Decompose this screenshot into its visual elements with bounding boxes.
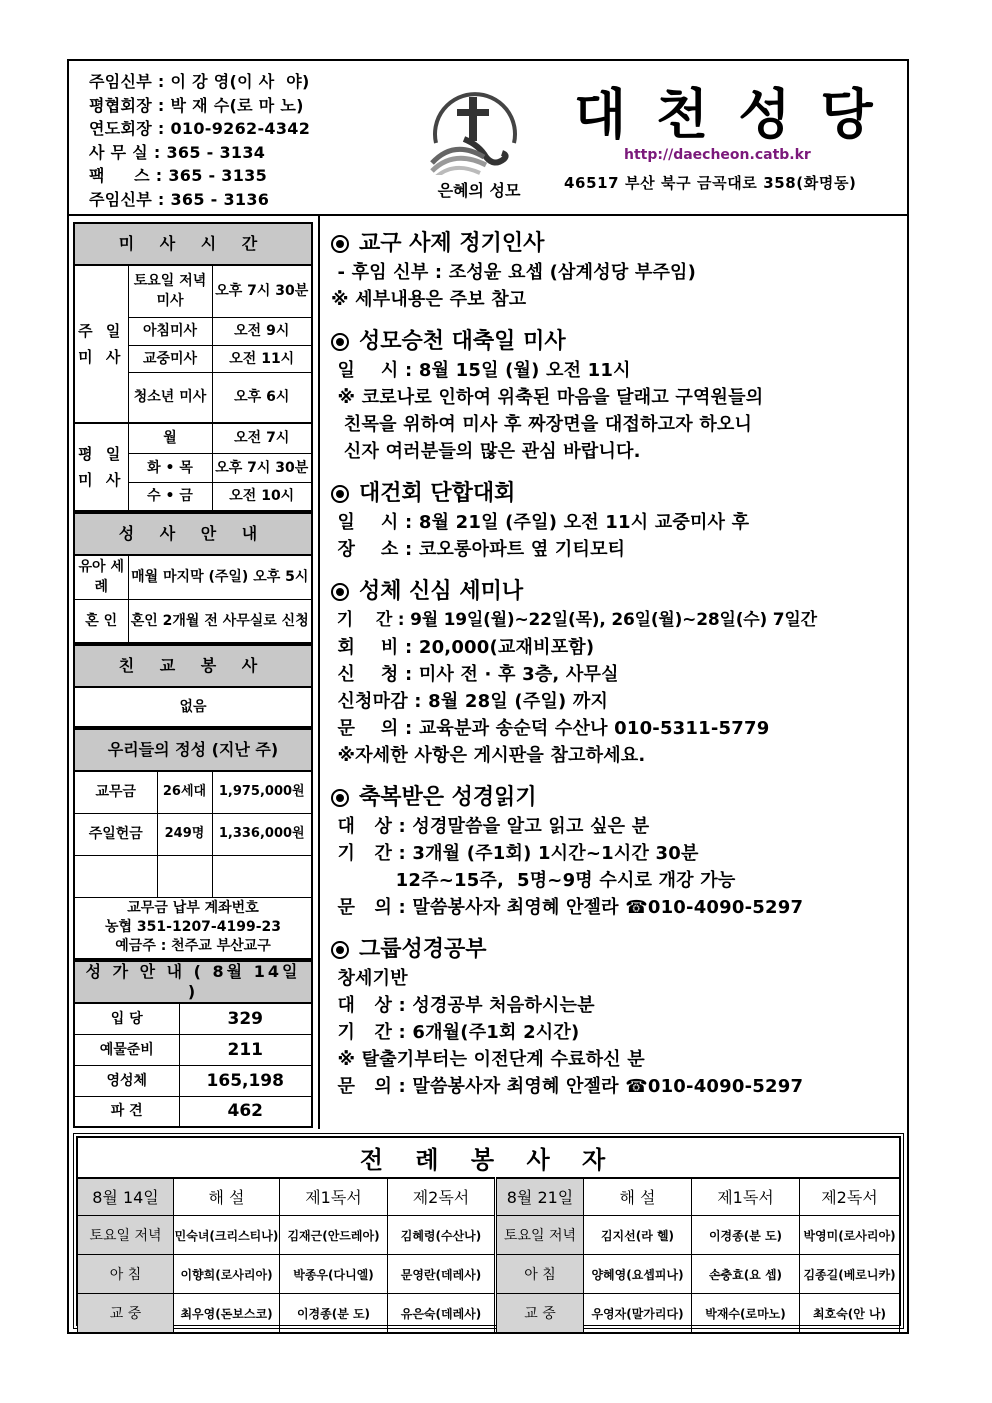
mass-time: 오후 7시 30분 <box>212 265 312 317</box>
cross-wave-logo-icon <box>424 83 524 175</box>
section-line: ※ 세부내용은 주보 참고 <box>331 289 527 310</box>
section-line: 장 소 : 코오롱아파트 옆 기티모티 <box>331 539 626 560</box>
minister-name: 박영미(로사리아) <box>800 1216 900 1255</box>
contact-row: 주임신부 : 이 강 영(이 사 야) <box>89 72 310 91</box>
sacrament-desc: 혼인 2개월 전 사무실로 신청 <box>128 599 312 643</box>
column-header: 해 설 <box>174 1178 280 1216</box>
account-number: 농협 351-1207-4199-23 <box>105 919 281 936</box>
logo-caption: 은혜의 성모 <box>437 181 521 200</box>
announcement-section <box>331 935 907 1100</box>
section-line: 일 시 : 8월 15일 (월) 오전 11시 <box>331 360 631 381</box>
bullet-icon <box>331 485 349 503</box>
section-line: 신자 여러분들의 많은 관심 바랍니다. <box>331 441 641 462</box>
column-header: 제2독서 <box>800 1178 900 1216</box>
section-line: ※자세한 사항은 게시판을 참고하세요. <box>331 745 646 766</box>
mass-name: 월 <box>128 423 212 453</box>
section-line: 문 의 : 교육분과 송순덕 수산나 010-5311-5779 <box>331 718 770 739</box>
minister-name: 문영란(데레사) <box>388 1255 496 1294</box>
section-title: 그룹성경공부 <box>359 937 487 962</box>
mass-label: 아 침 <box>496 1255 584 1294</box>
mass-time: 오후 7시 30분 <box>212 453 312 482</box>
mass-name: 청소년 미사 <box>128 372 212 423</box>
announcement-section <box>331 577 907 769</box>
bullet-icon <box>331 941 349 959</box>
section-line: 친목을 위하여 미사 후 짜장면을 대접하고자 하오니 <box>331 414 753 435</box>
hymns-heading: 성 가 안 내 ( 8월 14일 ) <box>74 961 312 1003</box>
section-title: 교구 사제 정기인사 <box>359 231 545 256</box>
section-title: 축복받은 성경읽기 <box>359 785 537 810</box>
ministers-panel <box>73 1133 904 1329</box>
section-line: 신청마감 : 8월 28일 (주일) 까지 <box>331 691 609 712</box>
mass-label: 토요일 저녁 <box>496 1216 584 1255</box>
section-line: 12주~15주, 5명~9명 수시로 개강 가능 <box>331 870 736 891</box>
offering-count: 249명 <box>157 813 212 855</box>
account-line: 교무금 납부 계좌번호 <box>127 900 259 917</box>
offering-count <box>157 855 212 897</box>
church-address: 46517 부산 북구 금곡대로 358(화명동) <box>564 174 857 192</box>
column-header: 제1독서 <box>692 1178 800 1216</box>
sacraments-table <box>73 512 313 644</box>
minister-name: 최우영(돈보스코) <box>174 1294 280 1333</box>
offering-name: 교무금 <box>74 771 157 813</box>
ministers-title: 전 례 봉 사 자 <box>78 1138 900 1178</box>
contact-list <box>89 70 310 211</box>
offering-amount <box>212 855 312 897</box>
mass-time: 오전 10시 <box>212 482 312 511</box>
mass-label: 교 중 <box>496 1294 584 1333</box>
section-line: 기 간 : 9월 19일(월)~22일(목), 26일(월)~28일(수) 7일간 <box>331 610 817 630</box>
hymn-number: 462 <box>179 1096 312 1127</box>
sidebar <box>73 222 313 1128</box>
offering-amount: 1,975,000원 <box>212 771 312 813</box>
bullet-icon <box>331 583 349 601</box>
section-line: 창세기반 <box>331 968 408 989</box>
announcement-section <box>331 479 907 563</box>
column-header: 해 설 <box>584 1178 692 1216</box>
section-line: 대 상 : 성경말씀을 알고 읽고 싶은 분 <box>331 816 650 837</box>
minister-name: 김종길(베로니카) <box>800 1255 900 1294</box>
minister-name: 최호숙(안 나) <box>800 1294 900 1333</box>
mass-label: 토요일 저녁 <box>78 1216 174 1255</box>
minister-name: 김재근(안드레아) <box>280 1216 388 1255</box>
church-name: 대천성당 <box>574 83 903 146</box>
hymn-part: 영성체 <box>74 1065 179 1096</box>
minister-name: 이경종(분 도) <box>280 1294 388 1333</box>
bullet-icon <box>331 235 349 253</box>
mass-name: 아침미사 <box>128 317 212 345</box>
week-date: 8월 14일 <box>78 1178 174 1216</box>
contact-row: 평협회장 : 박 재 수(로 마 노) <box>89 95 304 115</box>
offering-amount: 1,336,000원 <box>212 813 312 855</box>
minister-name: 김지선(라 헬) <box>584 1216 692 1255</box>
mass-label: 아 침 <box>78 1255 174 1294</box>
hymns-table <box>73 960 313 1128</box>
website-link[interactable]: http://daecheon.catb.kr <box>624 147 811 163</box>
column-header: 제2독서 <box>388 1178 496 1216</box>
hymn-number: 329 <box>179 1003 312 1034</box>
section-line: 회 비 : 20,000(교재비포함) <box>331 637 595 658</box>
section-title: 성모승천 대축일 미사 <box>359 329 566 354</box>
offering-name <box>74 855 157 897</box>
header <box>69 61 907 216</box>
section-line: ※ 탈출기부터는 이전단계 수료하신 분 <box>331 1049 645 1070</box>
announcement-section <box>331 229 907 313</box>
section-title: 성체 신심 세미나 <box>359 579 524 604</box>
section-title: 대건회 단합대회 <box>359 481 516 506</box>
account-holder: 예금주 : 천주교 부산교구 <box>115 938 271 955</box>
section-line: 신 청 : 미사 전 · 후 3층, 사무실 <box>331 664 619 685</box>
mission-table <box>73 644 313 728</box>
contact-row: 연도회장 : 010-9262-4342 <box>89 119 311 138</box>
sunday-mass-label: 주 일 미 사 <box>74 265 128 423</box>
sacrament-name: 혼 인 <box>74 599 128 643</box>
mass-time: 오전 9시 <box>212 317 312 345</box>
section-line: 기 간 : 3개월 (주1회) 1시간~1시간 30분 <box>331 843 699 864</box>
column-header: 제1독서 <box>280 1178 388 1216</box>
section-line: 기 간 : 6개월(주1회 2시간) <box>331 1022 580 1043</box>
mass-times-heading: 미 사 시 간 <box>74 223 312 265</box>
bulletin-page <box>67 59 909 1334</box>
minister-name: 양혜영(요셉피나) <box>584 1255 692 1294</box>
offering-count: 26세대 <box>157 771 212 813</box>
section-line: 문 의 : 말씀봉사자 최영혜 안젤라 ☎010-4090-5297 <box>331 1076 804 1097</box>
minister-name: 이경종(분 도) <box>692 1216 800 1255</box>
mass-name: 화 • 목 <box>128 453 212 482</box>
mass-time: 오전 11시 <box>212 345 312 372</box>
mission-heading: 친 교 봉 사 <box>74 645 312 687</box>
bullet-icon <box>331 789 349 807</box>
ministers-table <box>77 1137 900 1333</box>
sacrament-desc: 매월 마지막 (주일) 오후 5시 <box>128 555 312 599</box>
announcement-section <box>331 783 907 921</box>
mass-label: 교 중 <box>78 1294 174 1333</box>
hymn-number: 165,198 <box>179 1065 312 1096</box>
weekday-mass-label: 평 일 미 사 <box>74 423 128 511</box>
mass-times-table <box>73 222 313 512</box>
offerings-table <box>73 728 313 960</box>
minister-name: 민숙녀(크리스티나) <box>174 1216 280 1255</box>
offerings-heading: 우리들의 정성 (지난 주) <box>74 729 312 771</box>
minister-name: 박종우(다니엘) <box>280 1255 388 1294</box>
section-line: 문 의 : 말씀봉사자 최영혜 안젤라 ☎010-4090-5297 <box>331 897 804 918</box>
hymn-number: 211 <box>179 1034 312 1065</box>
hymn-part: 예물준비 <box>74 1034 179 1065</box>
week-date: 8월 21일 <box>496 1178 584 1216</box>
section-line: ※ 코로나로 인하여 위축된 마음을 달래고 구역원들의 <box>331 387 764 408</box>
minister-name: 우영자(말가리다) <box>584 1294 692 1333</box>
minister-name: 이향희(로사리아) <box>174 1255 280 1294</box>
section-line: 대 상 : 성경공부 처음하시는분 <box>331 995 595 1016</box>
column-divider <box>318 216 320 1129</box>
contact-row: 팩 스 : 365 - 3135 <box>89 166 268 185</box>
contact-row: 주임신부 : 365 - 3136 <box>89 189 270 209</box>
mass-name: 수 • 금 <box>128 482 212 511</box>
bullet-icon <box>331 333 349 351</box>
sacraments-heading: 성 사 안 내 <box>74 513 312 555</box>
mass-time: 오후 6시 <box>212 372 312 423</box>
section-line: 일 시 : 8월 21일 (주일) 오전 11시 교중미사 후 <box>331 512 750 533</box>
mass-time: 오전 7시 <box>212 423 312 453</box>
minister-name: 손충효(요 셉) <box>692 1255 800 1294</box>
mission-value: 없음 <box>74 687 312 727</box>
account-info <box>74 897 312 959</box>
section-line: - 후임 신부 : 조성윤 요셉 (삼계성당 부주임) <box>331 262 697 283</box>
offering-name: 주일헌금 <box>74 813 157 855</box>
minister-name: 박재수(로마노) <box>692 1294 800 1333</box>
sacrament-name: 유아 세례 <box>74 555 128 599</box>
mass-name: 토요일 저녁미사 <box>128 265 212 317</box>
mass-name: 교중미사 <box>128 345 212 372</box>
church-logo <box>419 83 529 203</box>
contact-row: 사 무 실 : 365 - 3134 <box>89 142 266 162</box>
hymn-part: 입 당 <box>74 1003 179 1034</box>
minister-name: 유은숙(데레사) <box>388 1294 496 1333</box>
announcements <box>331 229 907 1114</box>
announcement-section <box>331 327 907 465</box>
hymn-part: 파 견 <box>74 1096 179 1127</box>
minister-name: 김혜령(수산나) <box>388 1216 496 1255</box>
